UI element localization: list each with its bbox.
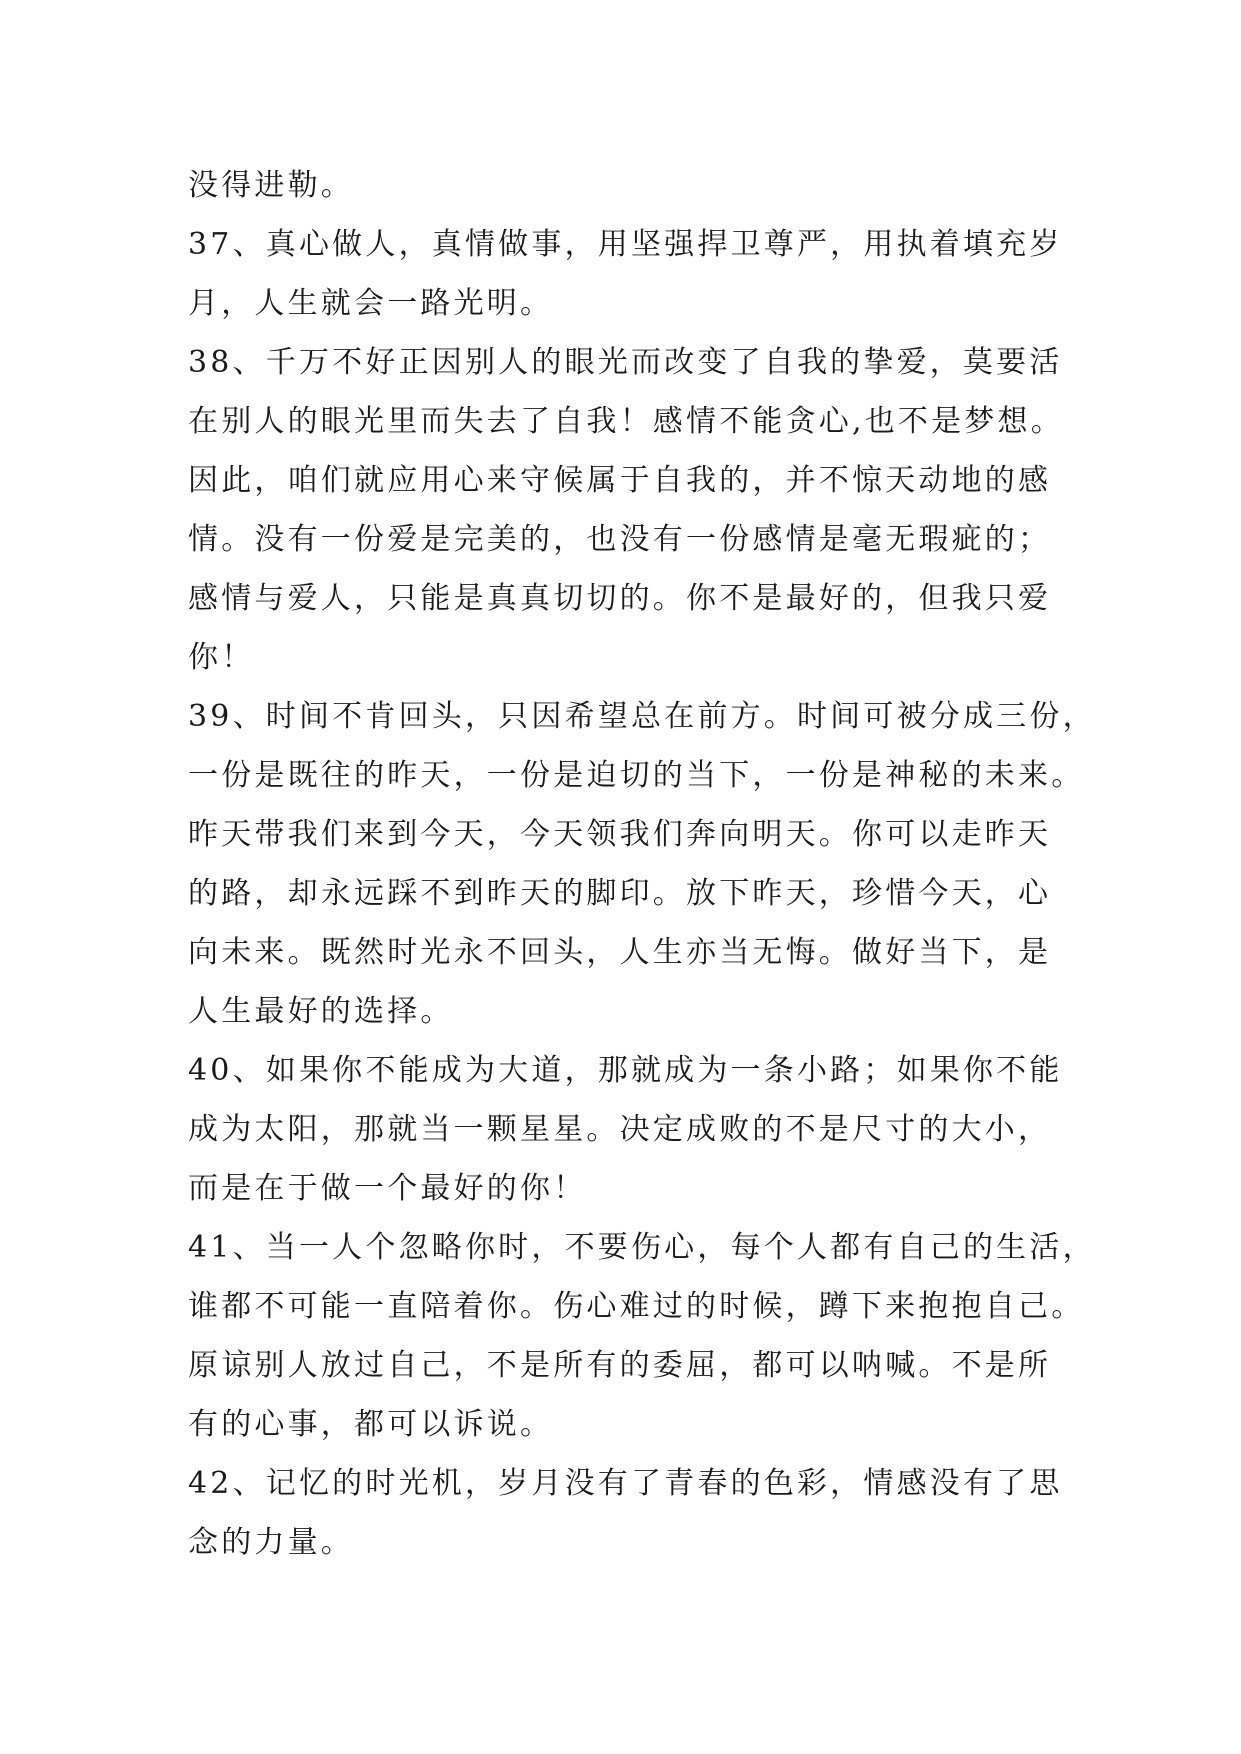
text-line: 39、时间不肯回头，只因希望总在前方。时间可被分成三份， — [188, 699, 1096, 734]
text-line: 在别人的眼光里而失去了自我！感情不能贪心,也不是梦想。 — [188, 404, 1064, 439]
text-line: 没得进勒。 — [188, 168, 354, 203]
text-line: 40、如果你不能成为大道，那就成为一条小路；如果你不能 — [188, 1053, 1063, 1088]
text-line: 原谅别人放过自己，不是所有的委屈，都可以呐喊。不是所 — [188, 1348, 1052, 1383]
text-line: 谁都不可能一直陪着你。伤心难过的时候，蹲下来抱抱自己。 — [188, 1289, 1085, 1324]
text-line: 月，人生就会一路光明。 — [188, 286, 554, 321]
text-line: 昨天带我们来到今天，今天领我们奔向明天。你可以走昨天 — [188, 817, 1052, 852]
text-line: 42、记忆的时光机，岁月没有了青春的色彩，情感没有了思 — [188, 1466, 1063, 1501]
text-line: 而是在于做一个最好的你！ — [188, 1171, 587, 1206]
document-body — [188, 156, 1096, 1572]
text-line: 因此，咱们就应用心来守候属于自我的，并不惊天动地的感 — [188, 463, 1052, 498]
text-line: 念的力量。 — [188, 1525, 354, 1560]
text-line: 你！ — [188, 640, 255, 675]
text-line: 感情与爱人，只能是真真切切的。你不是最好的，但我只爱 — [188, 581, 1052, 616]
text-line: 41、当一人个忽略你时，不要伤心，每个人都有自己的生活， — [188, 1230, 1096, 1265]
text-line: 的路，却永远踩不到昨天的脚印。放下昨天，珍惜今天，心 — [188, 876, 1052, 911]
text-line: 人生最好的选择。 — [188, 994, 454, 1029]
text-line: 成为太阳，那就当一颗星星。决定成败的不是尺寸的大小， — [188, 1112, 1052, 1147]
text-line: 向未来。既然时光永不回头，人生亦当无悔。做好当下，是 — [188, 935, 1052, 970]
text-line: 有的心事，都可以诉说。 — [188, 1407, 554, 1442]
text-line: 一份是既往的昨天，一份是迫切的当下，一份是神秘的未来。 — [188, 758, 1085, 793]
text-line: 情。没有一份爱是完美的，也没有一份感情是毫无瑕疵的； — [188, 522, 1052, 557]
text-line: 37、真心做人，真情做事，用坚强捍卫尊严，用执着填充岁 — [188, 227, 1063, 262]
text-line: 38、千万不好正因别人的眼光而改变了自我的挚爱，莫要活 — [188, 345, 1063, 380]
